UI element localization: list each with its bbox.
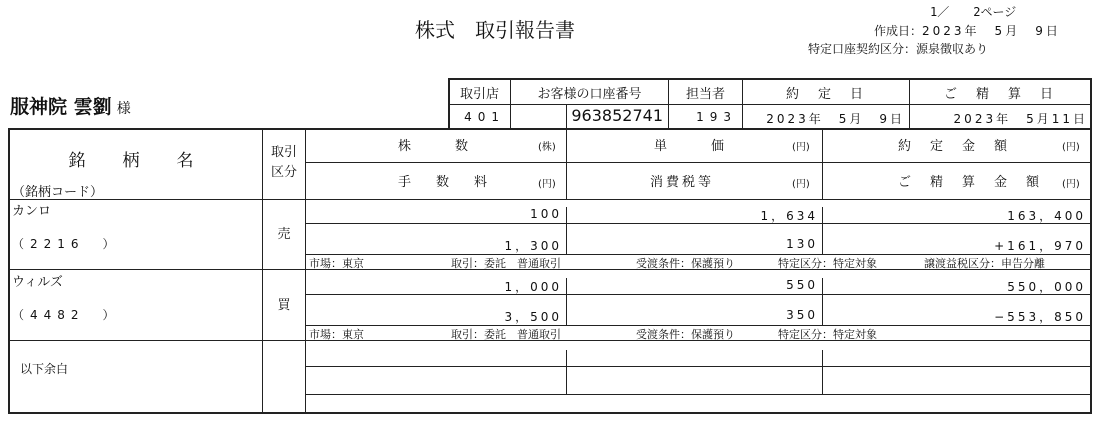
unit-price-header: 単 価 <box>654 139 731 154</box>
issue-code: （2216 ） <box>12 237 121 251</box>
market: 市場：東京 <box>309 328 364 341</box>
shares-header: 株 数 <box>398 139 475 154</box>
contract-date-value: 2023年 5月 9日 <box>766 112 905 126</box>
created-date-line <box>874 22 1061 39</box>
trade-kind: 取引：委託 普通取引 <box>451 328 561 341</box>
unit-price-yen-unit: (円) <box>792 142 810 153</box>
trade-side: 売 <box>277 227 291 242</box>
fee-header: 手 数 料 <box>398 175 494 190</box>
branch-label: 取引店 <box>459 87 499 102</box>
issue-code-header: （銘柄コード） <box>12 185 104 200</box>
created-date: 2023年 5月 9日 <box>922 24 1061 38</box>
delivery-terms: 受渡条件：保護預り <box>636 328 735 341</box>
settlement-yen-unit: (円) <box>1062 179 1080 190</box>
settlement-value: +161，970 <box>994 239 1086 253</box>
tax-value: 350 <box>786 308 818 322</box>
branch-value: 401 <box>464 110 505 124</box>
issue-name: ウィルズ <box>12 275 63 290</box>
account-no-label: お客様の口座番号 <box>537 87 642 102</box>
staff-value: 193 <box>696 110 737 124</box>
settlement-date-label: ご 精 算 日 <box>943 87 1056 102</box>
trade-type-header: 取引 区分 <box>270 145 297 180</box>
contract-date-label: 約 定 日 <box>785 87 866 102</box>
transfer-tax-class: 譲渡益税区分：申告分離 <box>924 257 1045 270</box>
tax-class: 特定区分：特定対象 <box>778 257 877 270</box>
account-type: 特定口座契約区分：源泉徴収あり <box>808 42 989 56</box>
price-value: 550 <box>786 278 818 292</box>
issue-name-header: 銘 柄 名 <box>68 151 204 171</box>
fee-yen-unit: (円) <box>538 179 556 190</box>
contract-amount-value: 550，000 <box>1007 280 1086 294</box>
price-value: 1，634 <box>760 209 818 223</box>
shares-unit: (株) <box>538 142 556 153</box>
remarks: 以下余白 <box>20 362 69 376</box>
customer-name: 服神院 雲劉 <box>10 96 112 118</box>
contract-amount-yen-unit: (円) <box>1062 142 1080 153</box>
document-title: 株式 取引報告書 <box>415 18 575 42</box>
customer-honorific: 様 <box>116 101 131 117</box>
created-label: 作成日： <box>874 24 923 38</box>
page-indicator: 1／ 2ページ <box>930 5 1017 19</box>
customer-name-block <box>10 92 131 119</box>
tax-class: 特定区分：特定対象 <box>778 328 877 341</box>
shares-value: 1，000 <box>504 280 562 294</box>
account-no-value: 963852741 <box>571 106 663 125</box>
fee-value: 3，500 <box>504 310 562 324</box>
tax-header: 消費税等 <box>650 175 715 190</box>
contract-amount-value: 163，400 <box>1007 209 1086 223</box>
trade-kind: 取引：委託 普通取引 <box>451 257 561 270</box>
market: 市場：東京 <box>309 257 364 270</box>
shares-value: 100 <box>530 207 562 221</box>
contract-amount-header: 約 定 金 額 <box>898 139 1011 154</box>
tax-yen-unit: (円) <box>792 179 810 190</box>
issue-code: （4482 ） <box>12 308 121 322</box>
tax-value: 130 <box>786 237 818 251</box>
settlement-date-value: 2023年 5月11日 <box>953 112 1088 126</box>
trade-side: 買 <box>277 298 291 313</box>
staff-label: 担当者 <box>685 87 725 102</box>
fee-value: 1，300 <box>504 239 562 253</box>
issue-name: カンロ <box>12 204 52 219</box>
settlement-amount-header: ご 精 算 金 額 <box>898 175 1043 190</box>
settlement-value: −553，850 <box>994 310 1086 324</box>
delivery-terms: 受渡条件：保護預り <box>636 257 735 270</box>
